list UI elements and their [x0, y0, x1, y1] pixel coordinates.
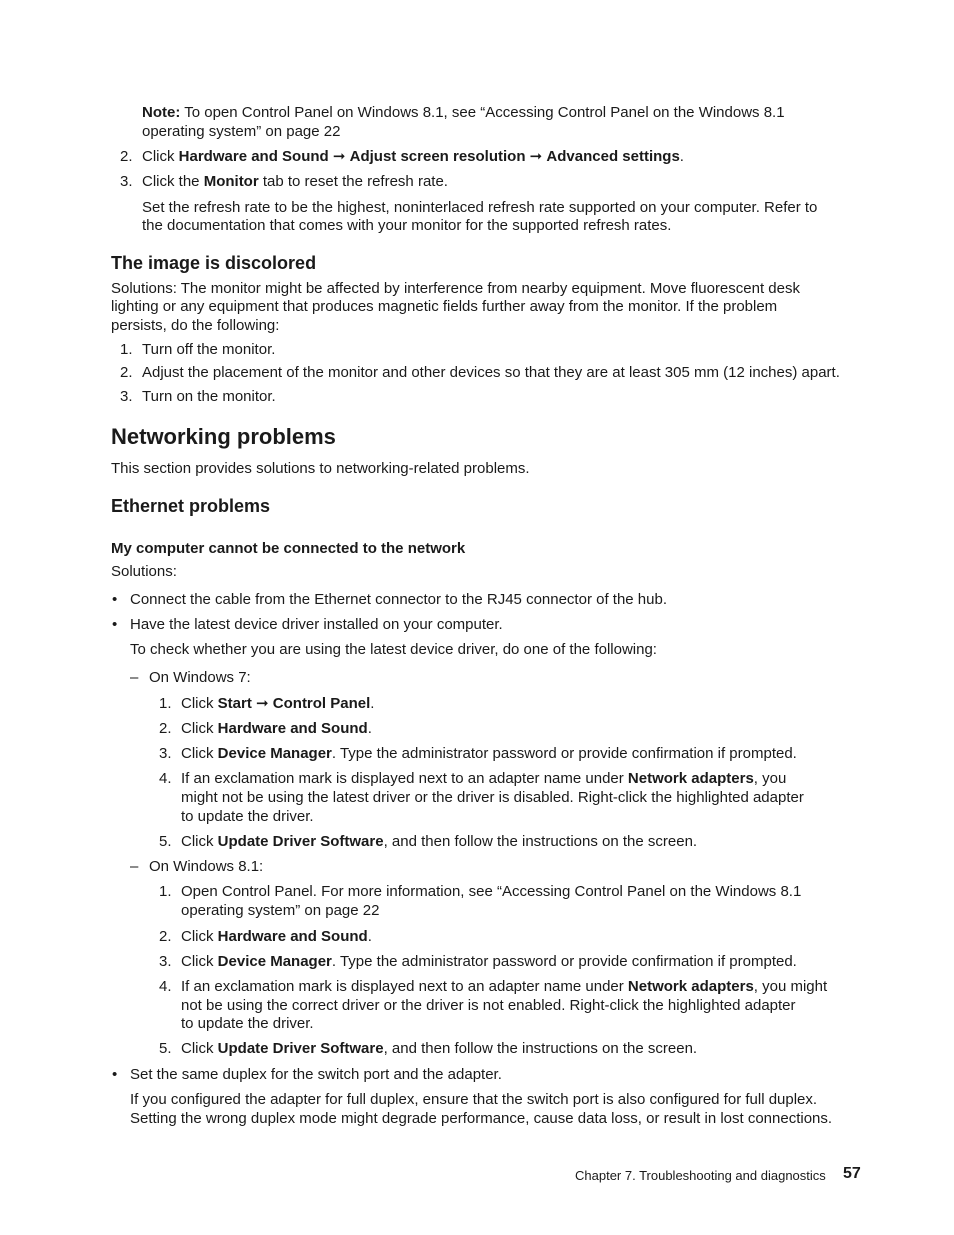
win81-step-1-line-2: operating system” on page 22 — [181, 902, 380, 919]
step-number: 3. — [159, 953, 172, 970]
menu-path-item: Adjust screen resolution — [349, 148, 526, 165]
step-number: 1. — [120, 341, 133, 358]
bullet-icon: • — [112, 591, 118, 608]
refresh-line-2: the documentation that comes with your monitor for the supported refresh rates. — [142, 217, 672, 234]
list-item: Turn off the monitor. — [142, 341, 276, 358]
bullet-text: Set the same duplex for the switch port and the adapter. — [130, 1066, 502, 1083]
dash-icon: – — [130, 858, 139, 875]
list-item: Turn on the monitor. — [142, 388, 276, 405]
footer-chapter: Chapter 7. Troubleshooting and diagnostics — [575, 1168, 826, 1183]
note-line-2: operating system” on page 22 — [142, 123, 341, 140]
step-number: 5. — [159, 1040, 172, 1057]
win81-step-4-line-2: not be using the correct driver or the driver is not enabled. Right-click the highlighted adapter — [181, 997, 796, 1014]
step-number: 1. — [159, 883, 172, 900]
arrow-icon: ➞ — [529, 148, 543, 165]
win7-step-5: Click Update Driver Software, and then follow the instructions on the screen. — [181, 833, 698, 850]
step-number: 2. — [159, 928, 172, 945]
dash-icon: – — [130, 669, 139, 686]
step-number: 3. — [120, 388, 133, 405]
step-number: 3. — [159, 745, 172, 762]
win81-step-4-line-1: If an exclamation mark is displayed next to an adapter name under Network adapters, you might — [181, 978, 828, 995]
networking-intro: This section provides solutions to networking-related problems. — [111, 460, 530, 477]
win7-step-2: Click Hardware and Sound. — [181, 720, 372, 737]
win81-step-3: Click Device Manager. Type the administrator password or provide confirmation if prompted. — [181, 953, 797, 970]
win81-step-4-line-3: to update the driver. — [181, 1015, 314, 1032]
subsection-title-ethernet: Ethernet problems — [111, 496, 271, 516]
step-number: 5. — [159, 833, 172, 850]
win81-step-1-line-1: Open Control Panel. For more information, see “Accessing Control Panel on the Windows 8.1 — [181, 883, 802, 900]
os-label-windows-7: On Windows 7: — [149, 669, 251, 686]
solutions-line-2: lighting or any equipment that produces magnetic fields further away from the monitor. If the problem — [111, 298, 778, 315]
duplex-line-1: If you configured the adapter for full duplex, ensure that the switch port is also configured for full duplex. — [130, 1091, 818, 1108]
arrow-icon: ➞ — [256, 695, 269, 712]
note-line-1 — [142, 103, 785, 122]
solutions-line-3: persists, do the following: — [111, 317, 280, 334]
win7-step-4-line-1: If an exclamation mark is displayed next to an adapter name under Network adapters, you — [181, 770, 787, 787]
step-2-text: Click Hardware and Sound ➞ Adjust screen resolution ➞ Advanced settings. — [142, 148, 684, 165]
step-number: 3. — [120, 173, 133, 190]
step-number: 4. — [159, 978, 172, 995]
monitor-tab-label: Monitor — [203, 173, 259, 190]
step-number: 1. — [159, 695, 172, 712]
check-driver-text: To check whether you are using the latest device driver, do one of the following: — [130, 641, 657, 658]
step-number: 2. — [120, 364, 133, 381]
win81-step-2: Click Hardware and Sound. — [181, 928, 372, 945]
win7-step-4-line-2: might not be using the latest driver or the driver is disabled. Right-click the highlighted adapter — [181, 789, 804, 806]
refresh-line-1: Set the refresh rate to be the highest, noninterlaced refresh rate supported on your computer. Refer to — [142, 199, 818, 216]
step-number: 2. — [159, 720, 172, 737]
step-number: 4. — [159, 770, 172, 787]
arrow-icon: ➞ — [332, 148, 346, 165]
page-number: 57 — [843, 1165, 861, 1182]
win7-step-4-line-3: to update the driver. — [181, 808, 314, 825]
win7-step-1: Click Start ➞ Control Panel. — [181, 695, 375, 712]
solutions-label: Solutions: — [111, 563, 177, 580]
list-item: Adjust the placement of the monitor and other devices so that they are at least 305 mm (12 inches) apart. — [142, 364, 840, 381]
bullet-icon: • — [112, 616, 118, 633]
win7-step-3: Click Device Manager. Type the administrator password or provide confirmation if prompted. — [181, 745, 797, 762]
menu-path-item: Advanced settings — [546, 148, 680, 165]
duplex-line-2: Setting the wrong duplex mode might degrade performance, cause data loss, or result in lost connections. — [130, 1110, 833, 1127]
note-text: To open Control Panel on Windows 8.1, see “Accessing Control Panel on the Windows 8.1 — [184, 104, 785, 121]
problem-title: My computer cannot be connected to the network — [111, 540, 466, 557]
bullet-text: Connect the cable from the Ethernet connector to the RJ45 connector of the hub. — [130, 591, 667, 608]
note-label: Note: — [142, 104, 181, 121]
section-title-networking: Networking problems — [111, 424, 336, 449]
bullet-icon: • — [112, 1066, 118, 1083]
solutions-line-1: Solutions: The monitor might be affected by interference from nearby equipment. Move fluorescent desk — [111, 280, 800, 297]
menu-path-item: Hardware and Sound — [178, 148, 329, 165]
win81-step-5: Click Update Driver Software, and then follow the instructions on the screen. — [181, 1040, 698, 1057]
step-3-text: Click the Monitor tab to reset the refresh rate. — [142, 173, 448, 190]
section-title-discolored: The image is discolored — [111, 253, 317, 273]
step-number: 2. — [120, 148, 133, 165]
bullet-text: Have the latest device driver installed on your computer. — [130, 616, 503, 633]
os-label-windows-81: On Windows 8.1: — [149, 858, 264, 875]
